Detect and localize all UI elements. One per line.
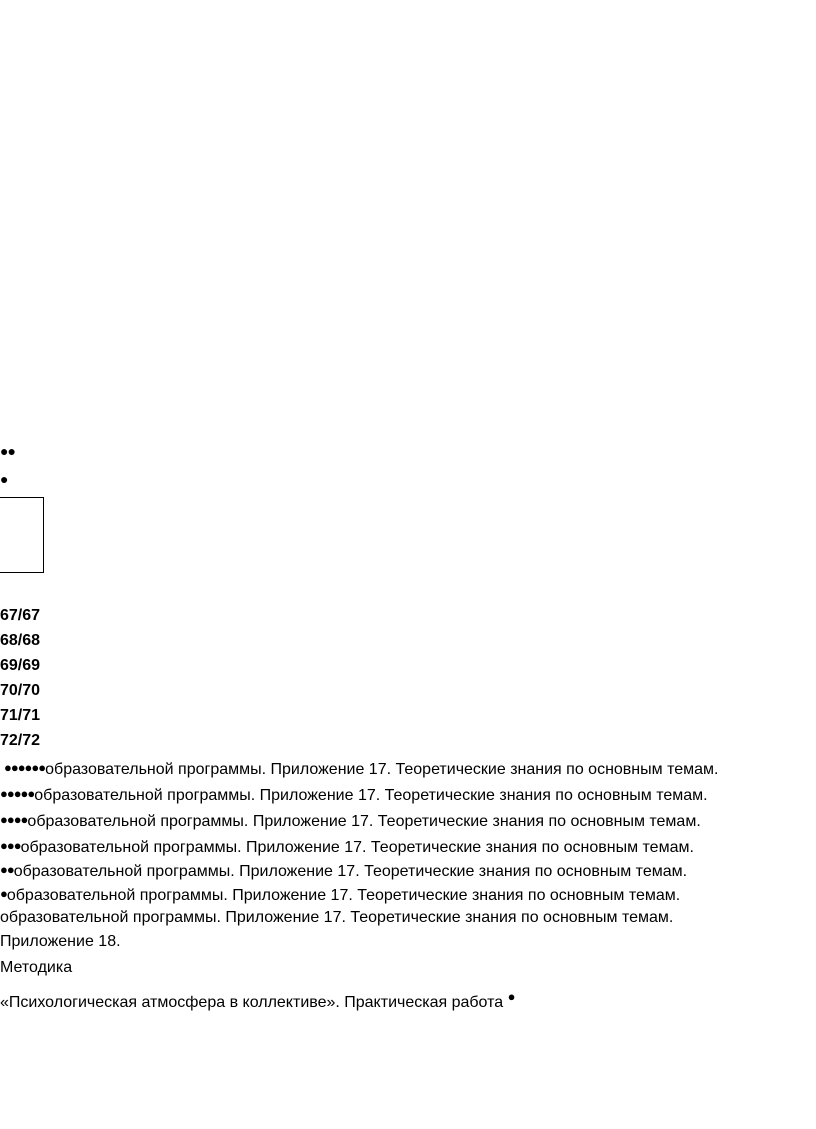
page-number: 71/71	[0, 707, 41, 724]
appendix-label: Приложение 18.	[0, 933, 121, 950]
bullet-icon: ●	[0, 886, 7, 901]
text-line	[0, 836, 694, 858]
text-line	[0, 784, 708, 806]
method-title: «Психологическая атмосфера в коллективе». Практическая работа	[0, 994, 504, 1011]
page-number: 69/69	[0, 657, 41, 674]
bullet-icon: ●●●●●	[0, 786, 35, 801]
line-text: образовательной программы. Приложение 17. Теоретические знания по основным темам.	[6, 887, 681, 904]
empty-box	[0, 497, 44, 573]
bullet-icon: ●●●●●●	[4, 760, 46, 775]
line-text: образовательной программы. Приложение 17. Теоретические знания по основным темам.	[45, 761, 719, 778]
line-text: образовательной программы. Приложение 17. Теоретические знания по основным темам.	[13, 863, 688, 880]
page-number: 68/68	[0, 632, 41, 649]
text-line	[0, 810, 701, 832]
method-title-line	[0, 987, 514, 1013]
page-number: 67/67	[0, 607, 41, 624]
dots-row-1: ●●	[0, 443, 15, 459]
bullet-icon: ●	[507, 989, 515, 1004]
bullet-icon: ●●	[0, 862, 14, 877]
line-text: образовательной программы. Приложение 17. Теоретические знания по основным темам.	[34, 787, 708, 804]
page-number: 72/72	[0, 732, 41, 749]
text-line	[0, 860, 687, 882]
line-text: образовательной программы. Приложение 17. Теоретические знания по основным темам.	[27, 813, 701, 830]
method-label: Методика	[0, 959, 73, 976]
line-text: образовательной программы. Приложение 17. Теоретические знания по основным темам.	[0, 909, 674, 926]
page-number: 70/70	[0, 682, 41, 699]
text-line	[0, 906, 673, 928]
bullet-icon: ●●●●	[0, 812, 28, 827]
line-text: образовательной программы. Приложение 17. Теоретические знания по основным темам.	[20, 839, 694, 856]
text-line	[4, 758, 718, 780]
text-line	[0, 884, 680, 906]
dots-row-2: ●	[0, 471, 8, 487]
bullet-icon: ●●●	[0, 838, 21, 853]
